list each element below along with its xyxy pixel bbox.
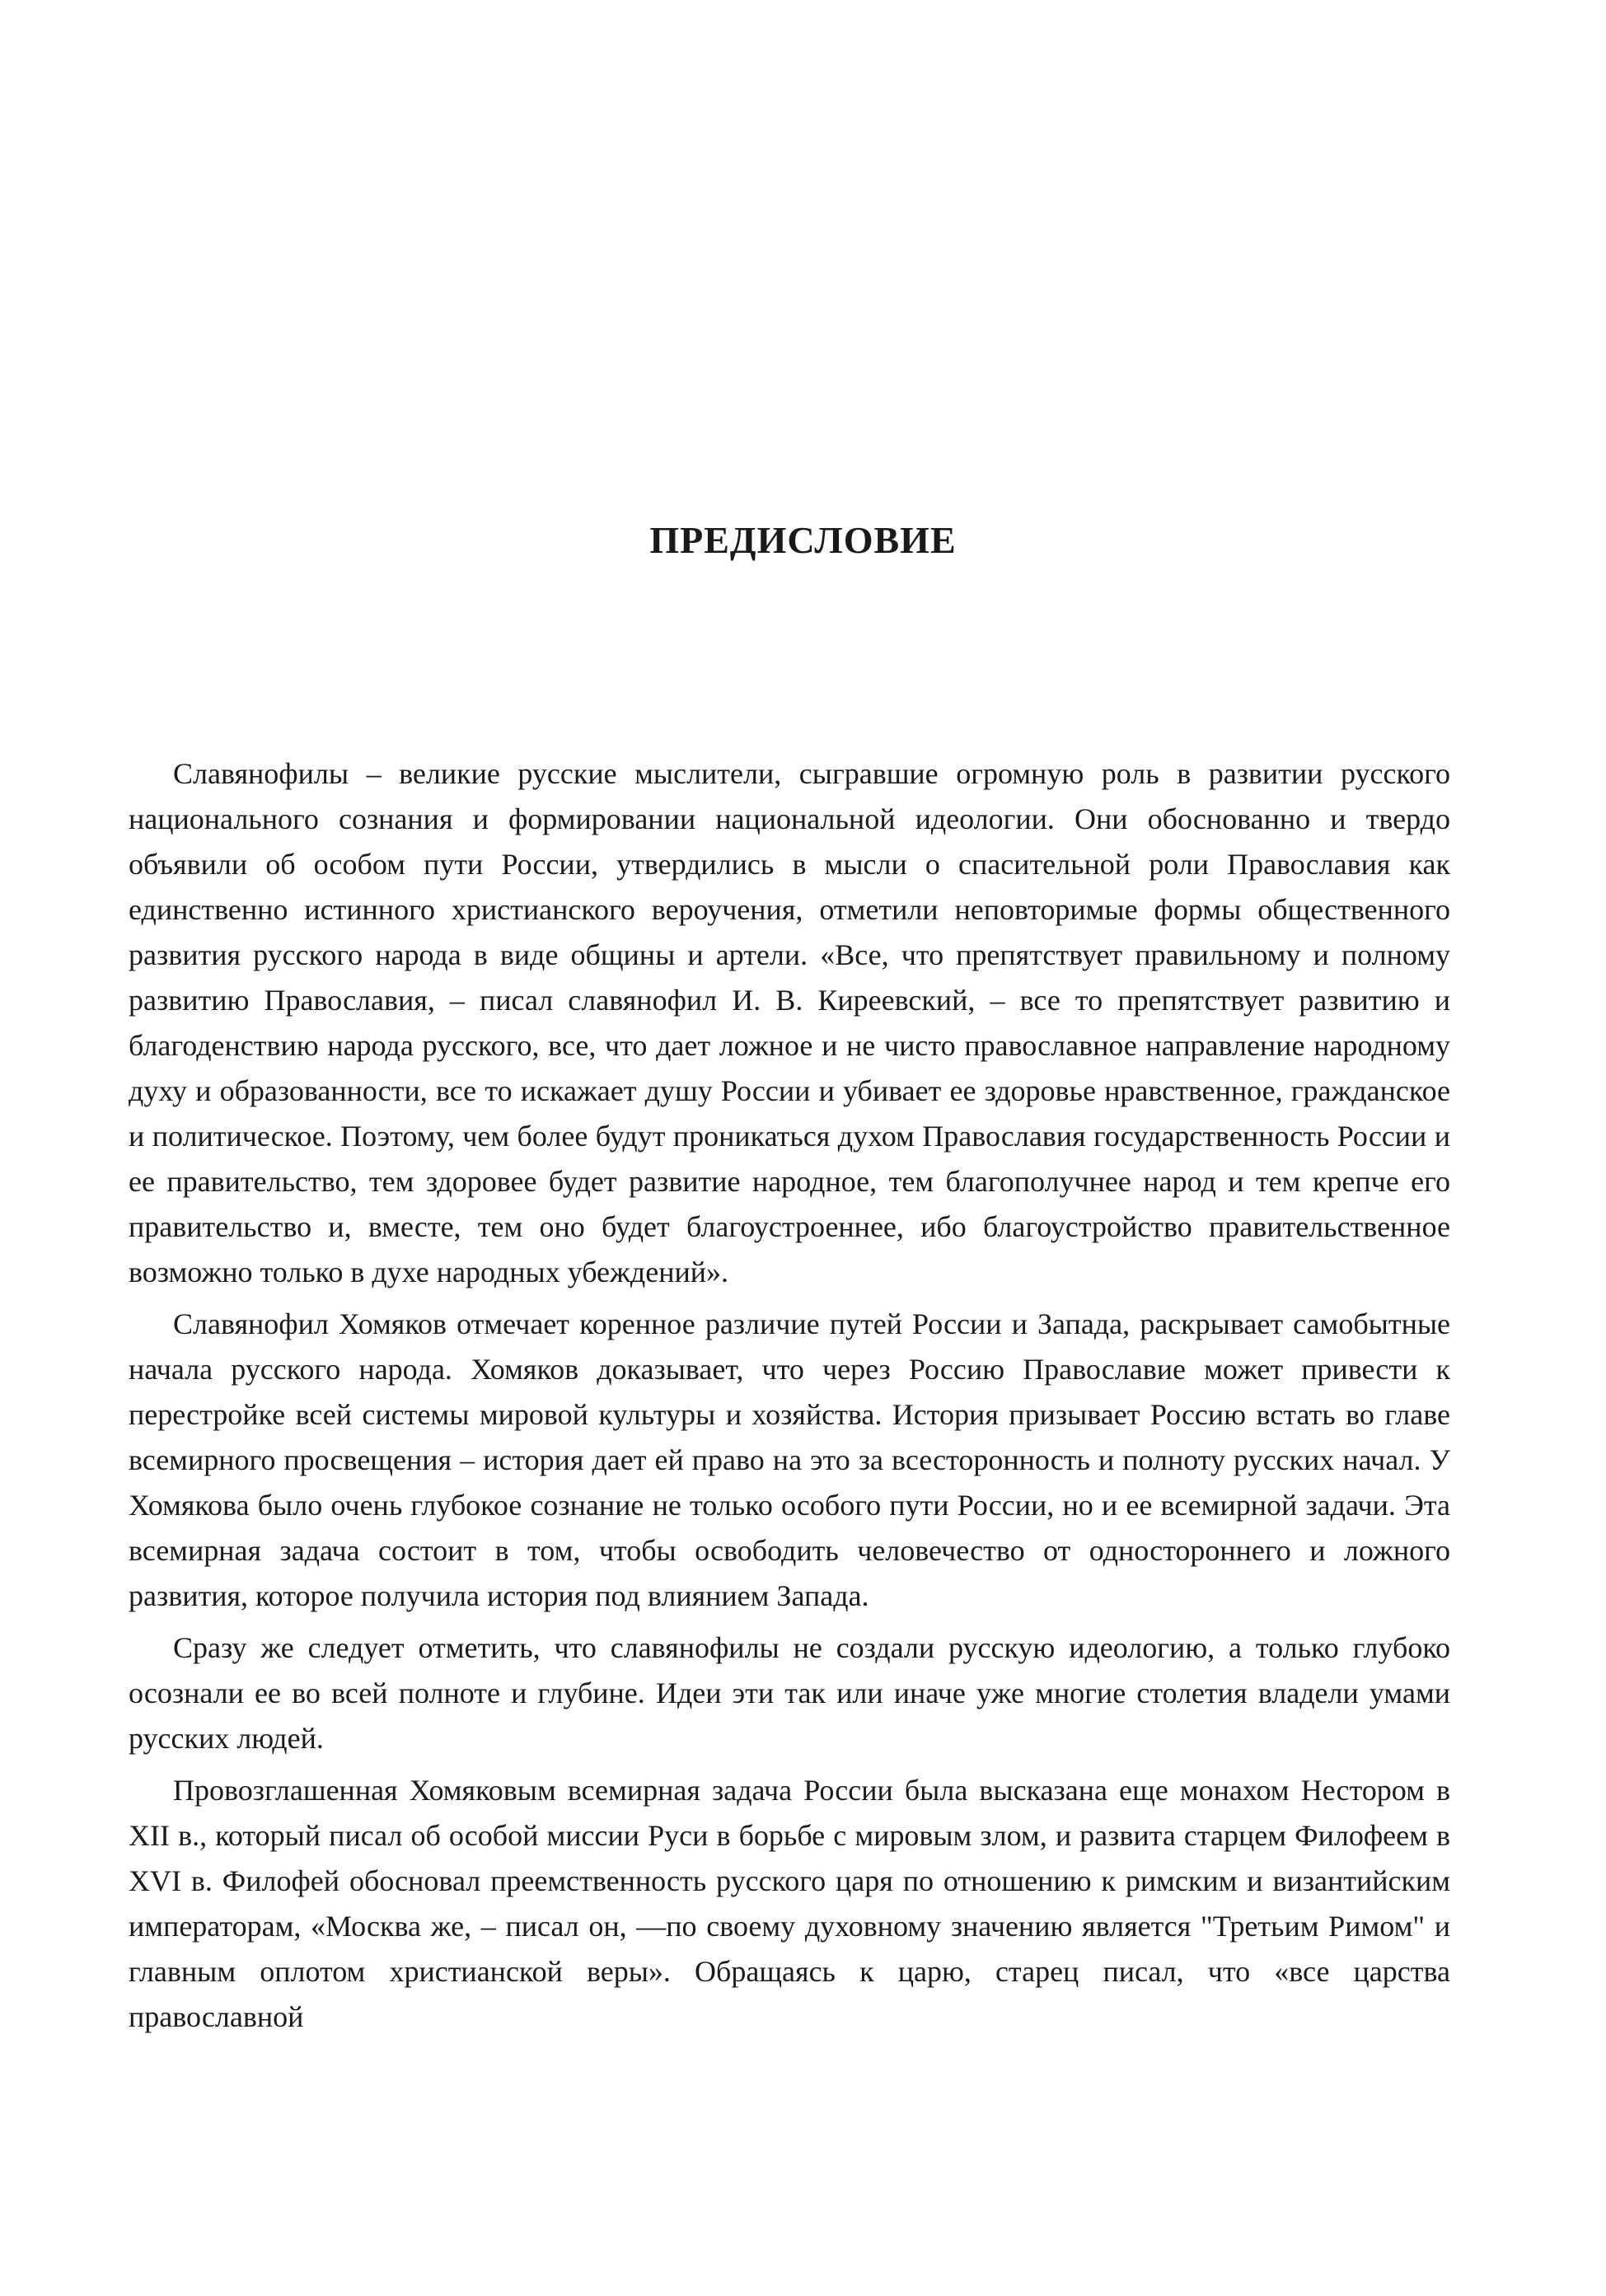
paragraph-3: Сразу же следует отметить, что славянофилы не создали русскую идеологию, а только глубоко осознали ее во всей полноте и глубине. Идеи эти так или иначе уже многие столетия владели умами русских людей. bbox=[129, 1631, 1450, 1755]
body-text bbox=[129, 751, 1450, 2046]
page-title: ПРЕДИСЛОВИЕ bbox=[649, 519, 957, 561]
paragraph-2: Славянофил Хомяков отмечает коренное различие путей России и Запада, раскрывает самобытные начала русского народа. Хомяков доказывает, что через Россию Православие может привести к перестройке всей системы мировой культуры и хозяйства. История призывает Россию встать во главе всемирного просвещения – история дает ей право на это за всесторонность и полноту русских начал. У Хомякова было очень глубокое сознание не только особого пути России, но и ее всемирной задачи. Эта всемирная задача состоит в том, чтобы освободить человечество от одностороннего и ложного развития, которое получила история под влиянием Запада. bbox=[129, 1307, 1450, 1612]
paragraph-1: Славянофилы – великие русские мыслители, сыгравшие огромную роль в развитии русского национального сознания и формировании национальной идеологии. Они обоснованно и твердо объявили об особом пути России, утвердились в мысли о спасительной роли Православия как единственно истинного христианского вероучения, отметили неповторимые формы общественного развития русского народа в виде общины и артели. «Все, что препятствует правильному и полному развитию Православия, – писал славянофил И. В. Киреевский, – все то препятствует развитию и благоденствию народа русского, все, что дает ложное и не чисто православное направление народному духу и образованности, все то искажает душу России и убивает ее здоровье нравственное, гражданское и политическое. Поэтому, чем более будут проникаться духом Православия государственность России и ее правительство, тем здоровее будет развитие народное, тем благополучнее народ и тем крепче его правительство и, вместе, тем оно будет благоустроеннее, ибо благоустройство правительственное возможно только в духе народных убеждений». bbox=[129, 757, 1450, 1288]
paragraph-4: Провозглашенная Хомяковым всемирная задача России была высказана еще монахом Нестором в XII в., который писал об особой миссии Руси в борьбе с мировым злом, и развита старцем Филофеем в XVI в. Филофей обосновал преемственность русского царя по отношению к римским и византийским императорам, «Москва же, – писал он, —по своему духовному значению является "Третьим Римом" и главным оплотом христианской веры». Обращаясь к царю, старец писал, что «все царства православной bbox=[129, 1774, 1450, 2033]
